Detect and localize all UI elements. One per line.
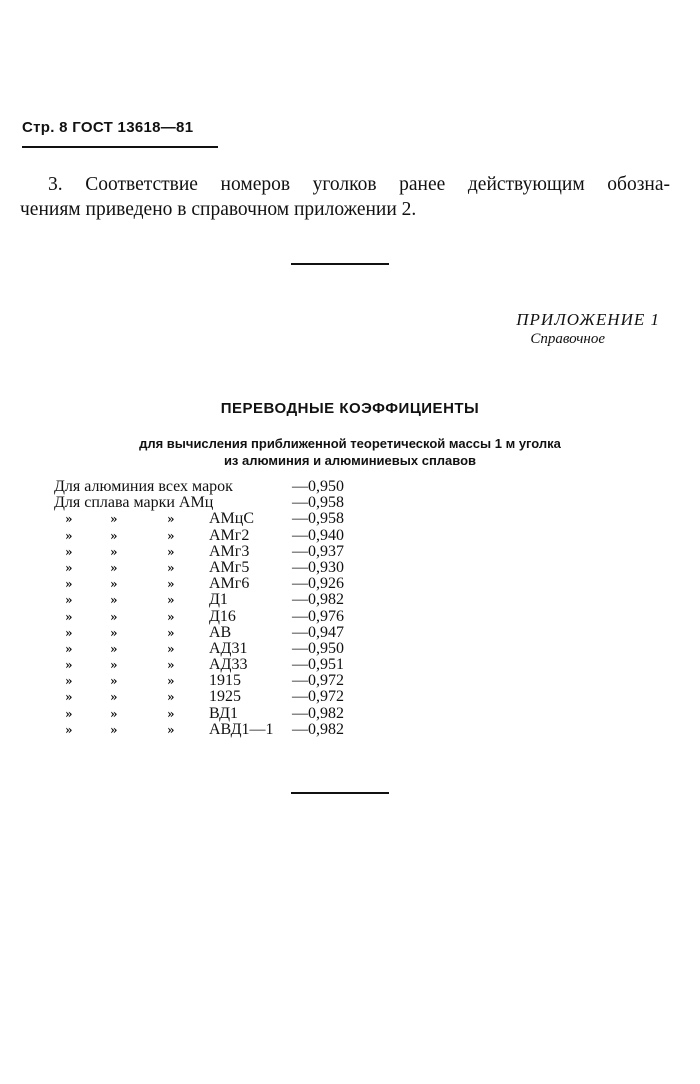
table-row [0, 560, 700, 576]
alloy-grade: 1915 [209, 672, 241, 690]
note-paragraph [20, 172, 670, 222]
alloy-grade: АМг2 [209, 526, 250, 544]
ditto-mark: » [167, 641, 175, 656]
section-title: ПЕРЕВОДНЫЕ КОЭФФИЦИЕНТЫ [220, 400, 480, 417]
ditto-mark: » [110, 577, 118, 592]
appendix-subtitle: Справочное [530, 331, 605, 347]
row-value: —0,926 [292, 575, 344, 593]
page-header: Стр. 8 ГОСТ 13618—81 [22, 119, 194, 136]
table-row [0, 706, 700, 722]
table-row [0, 511, 700, 527]
ditto-mark: » [65, 690, 73, 705]
alloy-grade: АВ [209, 623, 232, 641]
ditto-mark: » [110, 722, 118, 737]
ditto-mark: » [167, 560, 175, 575]
ditto-mark: » [167, 706, 175, 721]
ditto-mark: » [167, 528, 175, 543]
row-value: —0,982 [292, 704, 344, 722]
ditto-mark: » [65, 625, 73, 640]
table-row [0, 576, 700, 592]
alloy-grade: АМг3 [209, 542, 250, 560]
row-value: —0,951 [292, 656, 344, 674]
row-value: —0,982 [292, 591, 344, 609]
ditto-mark: » [65, 544, 73, 559]
ditto-mark: » [65, 528, 73, 543]
table-row [0, 673, 700, 689]
row-value: —0,940 [292, 526, 344, 544]
note-line-2: чениям приведено в справочном приложении 2. [20, 199, 417, 220]
row-value: —0,950 [292, 478, 344, 495]
row-value: —0,972 [292, 672, 344, 690]
table-row [0, 544, 700, 560]
alloy-grade: АВД1—1 [209, 720, 274, 738]
section-divider [291, 263, 389, 265]
ditto-mark: » [167, 658, 175, 673]
ditto-mark: » [110, 560, 118, 575]
row-value: —0,958 [292, 494, 344, 512]
alloy-grade: Д16 [209, 607, 236, 625]
ditto-mark: » [110, 706, 118, 721]
ditto-mark: » [110, 609, 118, 624]
ditto-mark: » [110, 690, 118, 705]
ditto-mark: » [65, 512, 73, 527]
table-row [0, 625, 700, 641]
ditto-mark: » [110, 512, 118, 527]
table-row [0, 495, 700, 511]
section-subtitle [0, 435, 700, 469]
row-value: —0,958 [292, 510, 344, 528]
ditto-mark: » [167, 544, 175, 559]
ditto-mark: » [167, 690, 175, 705]
row-value: —0,930 [292, 558, 344, 576]
alloy-grade: Д1 [209, 591, 228, 609]
row-value: —0,950 [292, 639, 344, 657]
ditto-mark: » [110, 641, 118, 656]
note-line-1: 3. Соответствие номеров уголков ранее действующим обозна- [48, 174, 670, 195]
row-value: —0,972 [292, 688, 344, 706]
table-row [0, 479, 700, 495]
ditto-mark: » [167, 722, 175, 737]
table-row [0, 657, 700, 673]
alloy-grade: АМг5 [209, 558, 250, 576]
ditto-mark: » [167, 593, 175, 608]
ditto-mark: » [167, 674, 175, 689]
ditto-mark: » [110, 593, 118, 608]
ditto-mark: » [65, 706, 73, 721]
section-subtitle-line-2: из алюминия и алюминиевых сплавов [223, 453, 477, 468]
alloy-grade: АД33 [209, 656, 248, 674]
table-row [0, 528, 700, 544]
alloy-grade: 1925 [209, 688, 241, 706]
alloy-grade: АМг6 [209, 575, 250, 593]
ditto-mark: » [167, 577, 175, 592]
ditto-mark: » [65, 560, 73, 575]
ditto-mark: » [110, 528, 118, 543]
table-row [0, 722, 700, 738]
header-rule [22, 146, 218, 148]
alloy-grade: АМцС [209, 510, 255, 528]
ditto-mark: » [65, 641, 73, 656]
section-subtitle-line-1: для вычисления приближенной теоретической массы 1 м уголка [139, 436, 561, 451]
ditto-mark: » [65, 658, 73, 673]
ditto-mark: » [65, 722, 73, 737]
row-label: Для сплава марки АМц [54, 494, 214, 512]
row-value: —0,937 [292, 542, 344, 560]
row-label: Для алюминия всех марок [54, 478, 233, 495]
row-value: —0,947 [292, 623, 344, 641]
ditto-mark: » [65, 674, 73, 689]
table-row [0, 609, 700, 625]
ditto-mark: » [110, 544, 118, 559]
end-divider [291, 792, 389, 794]
row-value: —0,976 [292, 607, 344, 625]
ditto-mark: » [167, 609, 175, 624]
ditto-mark: » [65, 593, 73, 608]
ditto-mark: » [167, 512, 175, 527]
ditto-mark: » [65, 577, 73, 592]
ditto-mark: » [110, 658, 118, 673]
ditto-mark: » [110, 674, 118, 689]
table-row [0, 641, 700, 657]
table-row [0, 592, 700, 608]
alloy-grade: ВД1 [209, 704, 238, 722]
ditto-mark: » [110, 625, 118, 640]
coefficients-table [0, 479, 700, 738]
appendix-title: ПРИЛОЖЕНИЕ 1 [516, 310, 660, 329]
table-row [0, 689, 700, 705]
row-value: —0,982 [292, 720, 344, 738]
ditto-mark: » [65, 609, 73, 624]
alloy-grade: АД31 [209, 639, 248, 657]
ditto-mark: » [167, 625, 175, 640]
